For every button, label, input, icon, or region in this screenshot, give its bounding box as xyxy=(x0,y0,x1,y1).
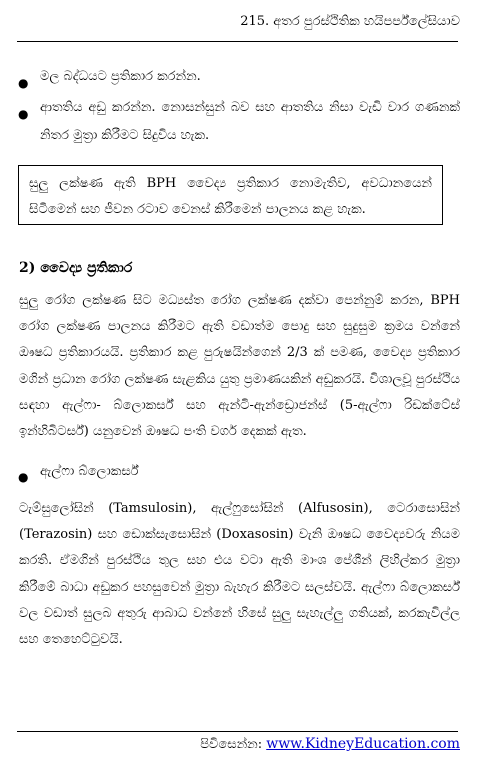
list-item: මල බද්ධයට ප්‍රතිකාර කරන්න. xyxy=(40,69,201,84)
page-footer xyxy=(200,736,460,752)
footer-divider xyxy=(17,731,458,732)
subsection-heading: ඇල්ෆා බ්ලොකර්ස් xyxy=(40,464,139,479)
bullet-dot-icon: ● xyxy=(18,470,29,484)
header-divider xyxy=(17,41,458,42)
page-header xyxy=(240,14,460,29)
section-heading: 2) වෛද්‍ය ප්‍රතිකාර xyxy=(19,260,133,276)
website-link[interactable]: www.KidneyEducation.com xyxy=(266,736,460,752)
body-paragraph: සුලු රෝග ලක්ෂණ සිට මධ්‍යස්ත රෝග ලක්ෂණ දක්වා පෙන්නුම් කරන, BPH රෝග ලක්ෂණ පාලනය කිරීමට ඇති වඩාත්ම පොදු සහ සුදුසුම ක්‍රමය වන්නේ ඖෂධ ප්‍රතිකාරයයි. ප්‍රතිකාර කළ පුරුෂයින්ගෙන් 2/3 ක් පමණ, වෛද්‍ය ප්‍රතිකාර මගින් ප්‍රධාන රෝග ලක්ෂණ සැළකිය යුතු ප්‍රමාණයකින් අඩුකරයි. විශාලවූ පුරස්ථිය සඳහා ඇල්ෆා- බ්ලොකර්ස් සහ ඇන්ටි-ඇන්ඩ්‍රොජන්ස් (5-ඇල්ෆා රිඩක්ටේස් ඉන්හිබිටර්ස්) යනුවෙන් ඖෂධ පංති වර්ග දෙකක් ඇත. xyxy=(19,293,460,440)
bullet-dot-icon: ● xyxy=(18,107,29,121)
footer-label: පිවිසෙන්න: xyxy=(200,737,263,752)
list-item: ආතතිය අඩු කරන්න. නොසන්සුන් බව සහ ආතතිය නිසා වැඩි වාර ගණනක් නිතර මුත්‍රා කිරීමට සිදුවිය හැක. xyxy=(40,100,460,143)
note-box xyxy=(18,165,443,225)
page-title: 215. අතර පුරස්ථිතික හයිපර්ප්ලේසියාව xyxy=(240,14,460,29)
note-text: සුලු ලක්ෂණ ඇති BPH වෛද්‍ය ප්‍රතිකාර නොමැතිව, අවධානයෙන් සිටීමෙන් සහ ජීවන රටාව වෙනස් කිරීමෙන් පාලනය කළ හැක. xyxy=(29,176,432,217)
body-paragraph: ටැම්සුලෝසින් (Tamsulosin), ඇල්ෆුසෝසින් (Alfusosin), ටෙරාසොසින් (Terazosin) සහ ඩොක්සැසොසින් (Doxasosin) වැනි ඖෂධ වෛද්‍යවරු නියම කරති. ඒමගින් පුරස්ථිය තුල සහ එය වටා ඇති මාංශ පේශීන් ලිහිල්කර මුත්‍රා කිරීමේ බාධා අඩුකර පහසුවෙන් මුත්‍රා බැහැර කිරීමට සලස්වයි. ඇල්ෆා බ්ලොකර්ස් වල වඩාත් සුලබ අතුරු ආබාධ වන්නේ හිසේ සුලු සැහැල්ලු ගතියක්, කරකැවිල්ල සහ තෙහෙට්ටුවයි. xyxy=(19,501,460,648)
bullet-dot-icon: ● xyxy=(18,76,29,90)
